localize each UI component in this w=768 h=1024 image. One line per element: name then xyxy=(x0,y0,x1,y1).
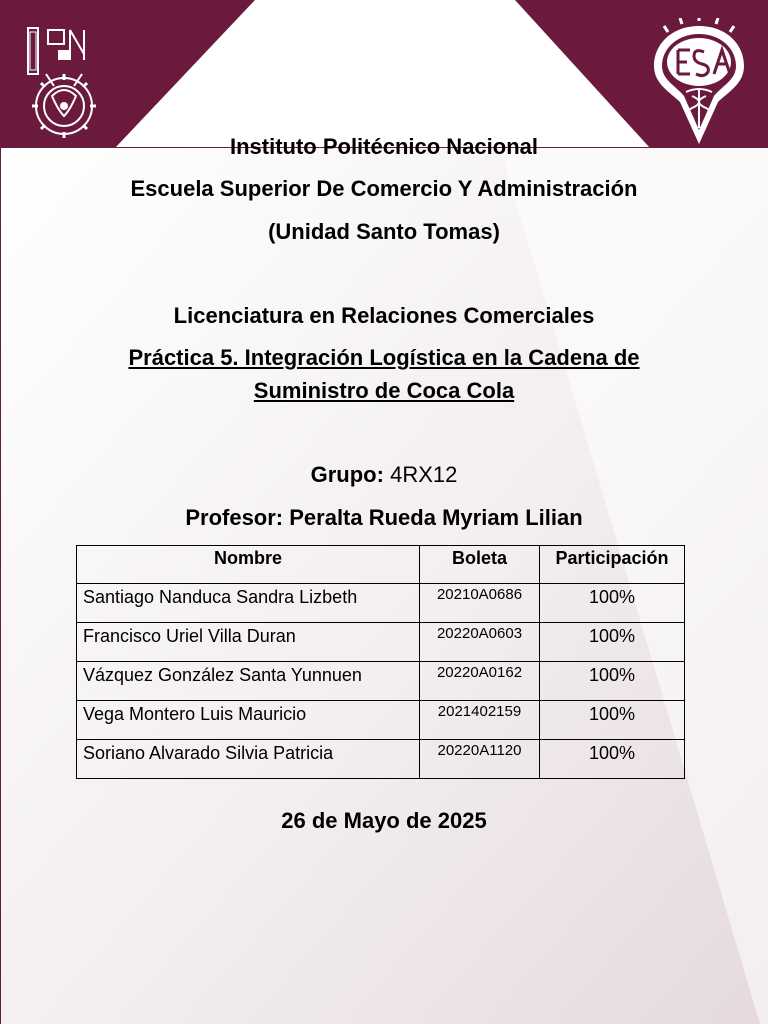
practice-subtitle xyxy=(0,378,768,404)
student-name: Vega Montero Luis Mauricio xyxy=(77,701,420,740)
practice-title-line1: Práctica 5. Integración Logística en la Cadena de xyxy=(128,345,640,370)
student-name: Vázquez González Santa Yunnuen xyxy=(77,662,420,701)
table-row xyxy=(77,623,685,662)
table-row xyxy=(77,662,685,701)
table-row xyxy=(77,740,685,779)
practice-title-line2: Suministro de Coca Cola xyxy=(253,378,515,403)
school-name: Escuela Superior De Comercio Y Administración xyxy=(130,176,638,201)
student-participation: 100% xyxy=(540,662,685,701)
student-name: Soriano Alvarado Silvia Patricia xyxy=(77,740,420,779)
student-boleta: 20220A0603 xyxy=(420,623,540,662)
group-line xyxy=(0,462,768,488)
degree-name: Licenciatura en Relaciones Comerciales xyxy=(173,303,595,328)
student-name: Santiago Nanduca Sandra Lizbeth xyxy=(77,584,420,623)
professor-line: Profesor: Peralta Rueda Myriam Lilian xyxy=(185,505,583,530)
student-participation: 100% xyxy=(540,740,685,779)
practice-title xyxy=(0,345,768,371)
student-participation: 100% xyxy=(540,623,685,662)
document-date: 26 de Mayo de 2025 xyxy=(281,808,487,833)
group-value: 4RX12 xyxy=(390,462,458,487)
student-boleta: 20220A1120 xyxy=(420,740,540,779)
table-row xyxy=(77,701,685,740)
esca-logo xyxy=(648,18,750,148)
ipn-logo xyxy=(22,24,106,144)
students-table xyxy=(76,545,685,779)
group-label: Grupo: xyxy=(310,462,384,487)
unit-name: (Unidad Santo Tomas) xyxy=(268,219,500,244)
student-participation: 100% xyxy=(540,701,685,740)
header-nombre: Nombre xyxy=(77,546,420,584)
header-boleta: Boleta xyxy=(420,546,540,584)
student-participation: 100% xyxy=(540,584,685,623)
table-header-row xyxy=(77,546,685,584)
student-boleta: 20220A0162 xyxy=(420,662,540,701)
header-participacion: Participación xyxy=(540,546,685,584)
table-row xyxy=(77,584,685,623)
student-boleta: 20210A0686 xyxy=(420,584,540,623)
student-name: Francisco Uriel Villa Duran xyxy=(77,623,420,662)
student-boleta: 2021402159 xyxy=(420,701,540,740)
institution-name: Instituto Politécnico Nacional xyxy=(229,134,539,159)
